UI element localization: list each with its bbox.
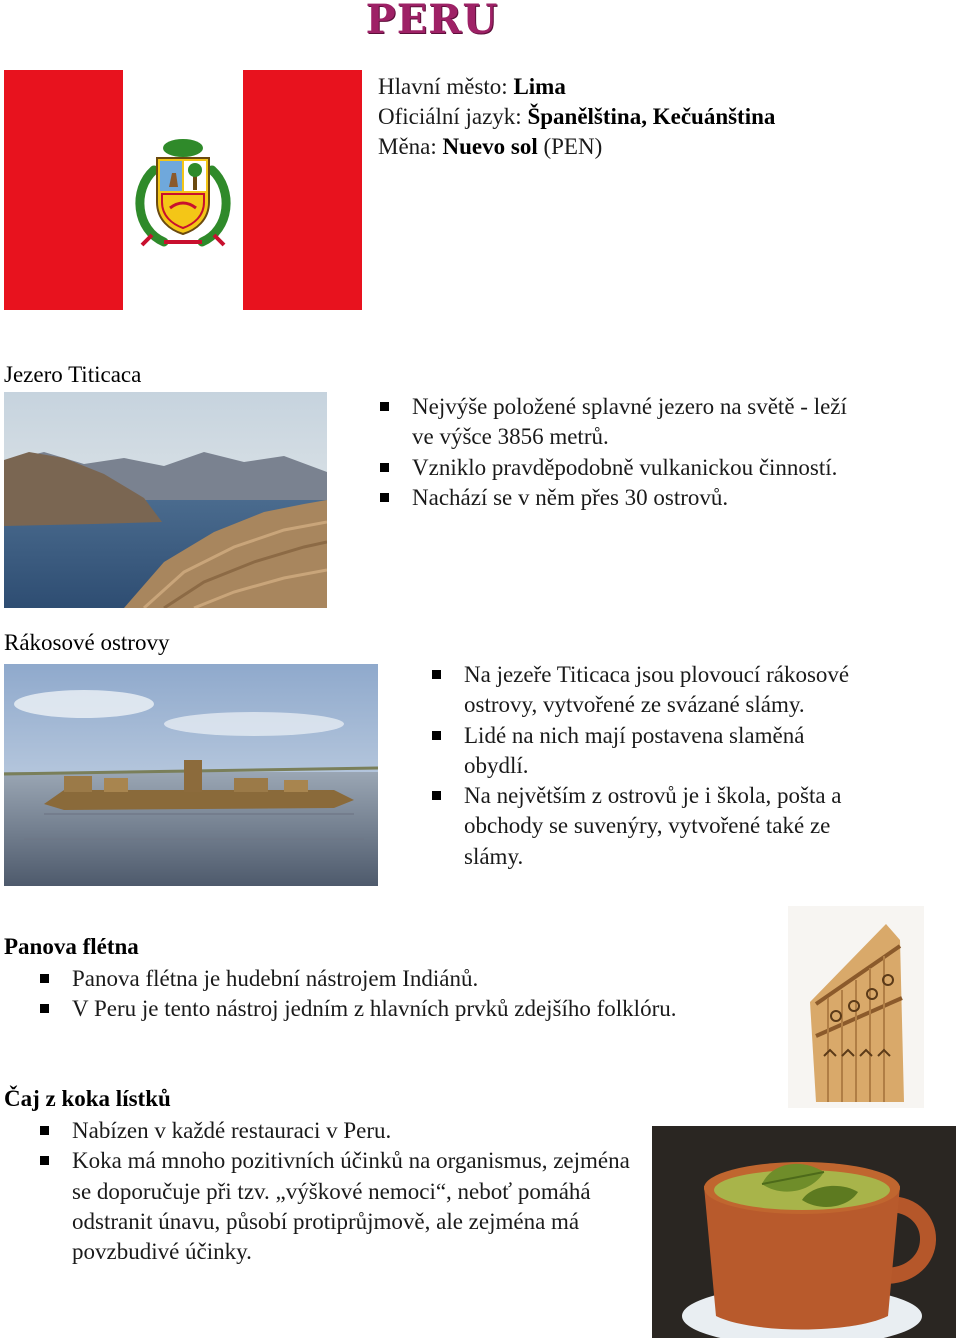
tea-bullets bbox=[38, 1116, 638, 1267]
pan-flute-photo bbox=[788, 906, 924, 1108]
list-item: Nejvýše položené splavné jezero na světě - leží ve výšce 3856 metrů. bbox=[378, 392, 848, 453]
list-item: Vzniklo pravděpodobně vulkanickou činností. bbox=[378, 453, 848, 483]
list-item: Na největším z ostrovů je i škola, pošta a obchody se suvenýry, vytvořené také ze slámy. bbox=[430, 781, 860, 872]
coca-tea-photo bbox=[652, 1126, 956, 1338]
islands-bullets bbox=[430, 660, 860, 872]
capital-line: Hlavní město: Lima bbox=[378, 74, 566, 99]
list-item: Nabízen v každé restauraci v Peru. bbox=[38, 1116, 638, 1146]
titicaca-bullets bbox=[378, 392, 848, 513]
currency-code: (PEN) bbox=[543, 134, 603, 159]
country-info bbox=[378, 72, 775, 162]
capital-value: Lima bbox=[513, 74, 566, 99]
list-item: Na jezeře Titicaca jsou plovoucí rákosové ostrovy, vytvořené ze svázané slámy. bbox=[430, 660, 860, 721]
list-item: V Peru je tento nástroj jedním z hlavních prvků zdejšího folklóru. bbox=[38, 994, 798, 1024]
page-title: PERU bbox=[365, 0, 499, 43]
currency-value: Nuevo sol bbox=[442, 134, 538, 159]
list-item: Lidé na nich mají postavena slaměná obydlí. bbox=[430, 721, 860, 782]
islands-photo bbox=[4, 664, 378, 886]
currency-line: Měna: Nuevo sol (PEN) bbox=[378, 134, 603, 159]
titicaca-photo bbox=[4, 392, 327, 608]
list-item: Koka má mnoho pozitivních účinků na organismus, zejména se doporučuje při tzv. „výškové nemoci“, neboť pomáhá odstranit únavu, působí protiprůjmově, ale zejména má povzbudivé účinky. bbox=[38, 1146, 638, 1267]
language-value: Španělština, Kečuánština bbox=[527, 104, 776, 129]
list-item: Nachází se v něm přes 30 ostrovů. bbox=[378, 483, 848, 513]
language-line: Oficiální jazyk: Španělština, Kečuánština bbox=[378, 104, 776, 129]
tea-heading: Čaj z koka lístků bbox=[4, 1086, 171, 1111]
flute-heading: Panova flétna bbox=[4, 934, 139, 959]
list-item: Panova flétna je hudební nástrojem Indiánů. bbox=[38, 964, 798, 994]
flute-bullets bbox=[38, 964, 798, 1025]
islands-heading: Rákosové ostrovy bbox=[4, 630, 170, 655]
titicaca-heading: Jezero Titicaca bbox=[4, 362, 142, 387]
peru-flag bbox=[4, 70, 362, 310]
